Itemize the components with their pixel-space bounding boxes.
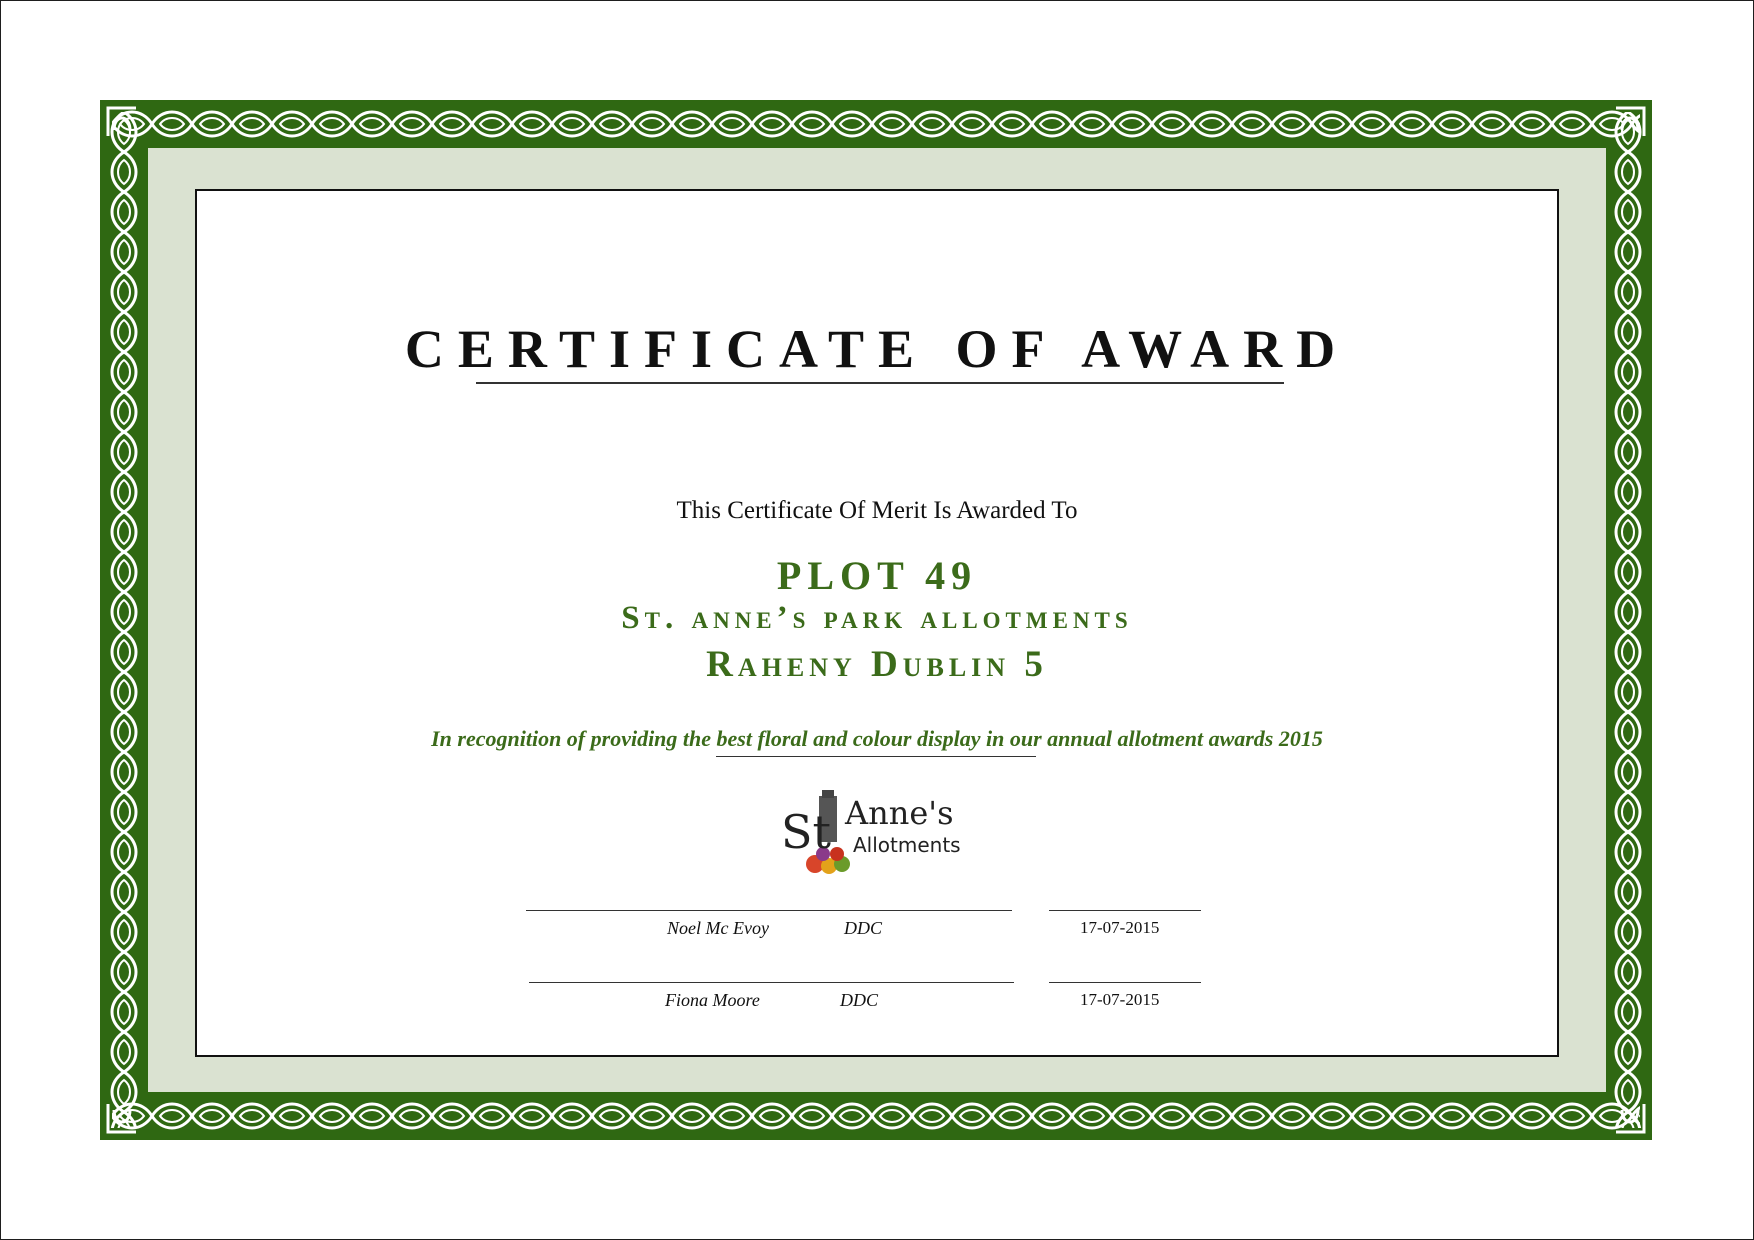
celtic-corner-top-right	[1610, 102, 1650, 142]
signatory-1-name: Noel Mc Evoy	[667, 918, 769, 938]
recognition-underline	[716, 756, 1036, 757]
svg-text:Anne's: Anne's	[845, 794, 954, 832]
signature-line-1	[526, 910, 1012, 911]
svg-text:Allotments: Allotments	[853, 833, 961, 857]
svg-text:St: St	[781, 805, 831, 859]
celtic-knot-top-band	[112, 106, 1640, 142]
celtic-corner-top-left	[102, 102, 142, 142]
signatory-1-role: DDC	[844, 918, 883, 938]
recipient-park: St. anne’s park allotments	[621, 600, 1133, 636]
celtic-corner-bottom-left	[102, 1098, 142, 1138]
certificate-title: CERTIFICATE OF AWARD	[404, 319, 1350, 379]
recipient-location: Raheny Dublin 5	[706, 644, 1048, 685]
signatory-2-name: Fiona Moore	[665, 990, 760, 1010]
st-annes-allotments-logo	[775, 786, 975, 882]
signatory-1-date: 17-07-2015	[1080, 918, 1160, 937]
recognition-statement: In recognition of providing the best floral and colour display in our annual allotment awards 2015	[431, 726, 1323, 751]
awarded-to-label: This Certificate Of Merit Is Awarded To	[676, 497, 1078, 524]
title-underline	[476, 382, 1284, 384]
celtic-knot-left-band	[106, 112, 142, 1128]
celtic-knot-right-band	[1610, 112, 1646, 1128]
signature-line-2	[529, 982, 1014, 983]
signatory-2-role: DDC	[840, 990, 879, 1010]
signatory-2-date: 17-07-2015	[1080, 990, 1160, 1009]
recipient-plot: PLOT 49	[776, 553, 978, 598]
date-line-2	[1049, 982, 1201, 983]
celtic-corner-bottom-right	[1610, 1098, 1650, 1138]
celtic-knot-bottom-band	[112, 1098, 1640, 1134]
date-line-1	[1049, 910, 1201, 911]
